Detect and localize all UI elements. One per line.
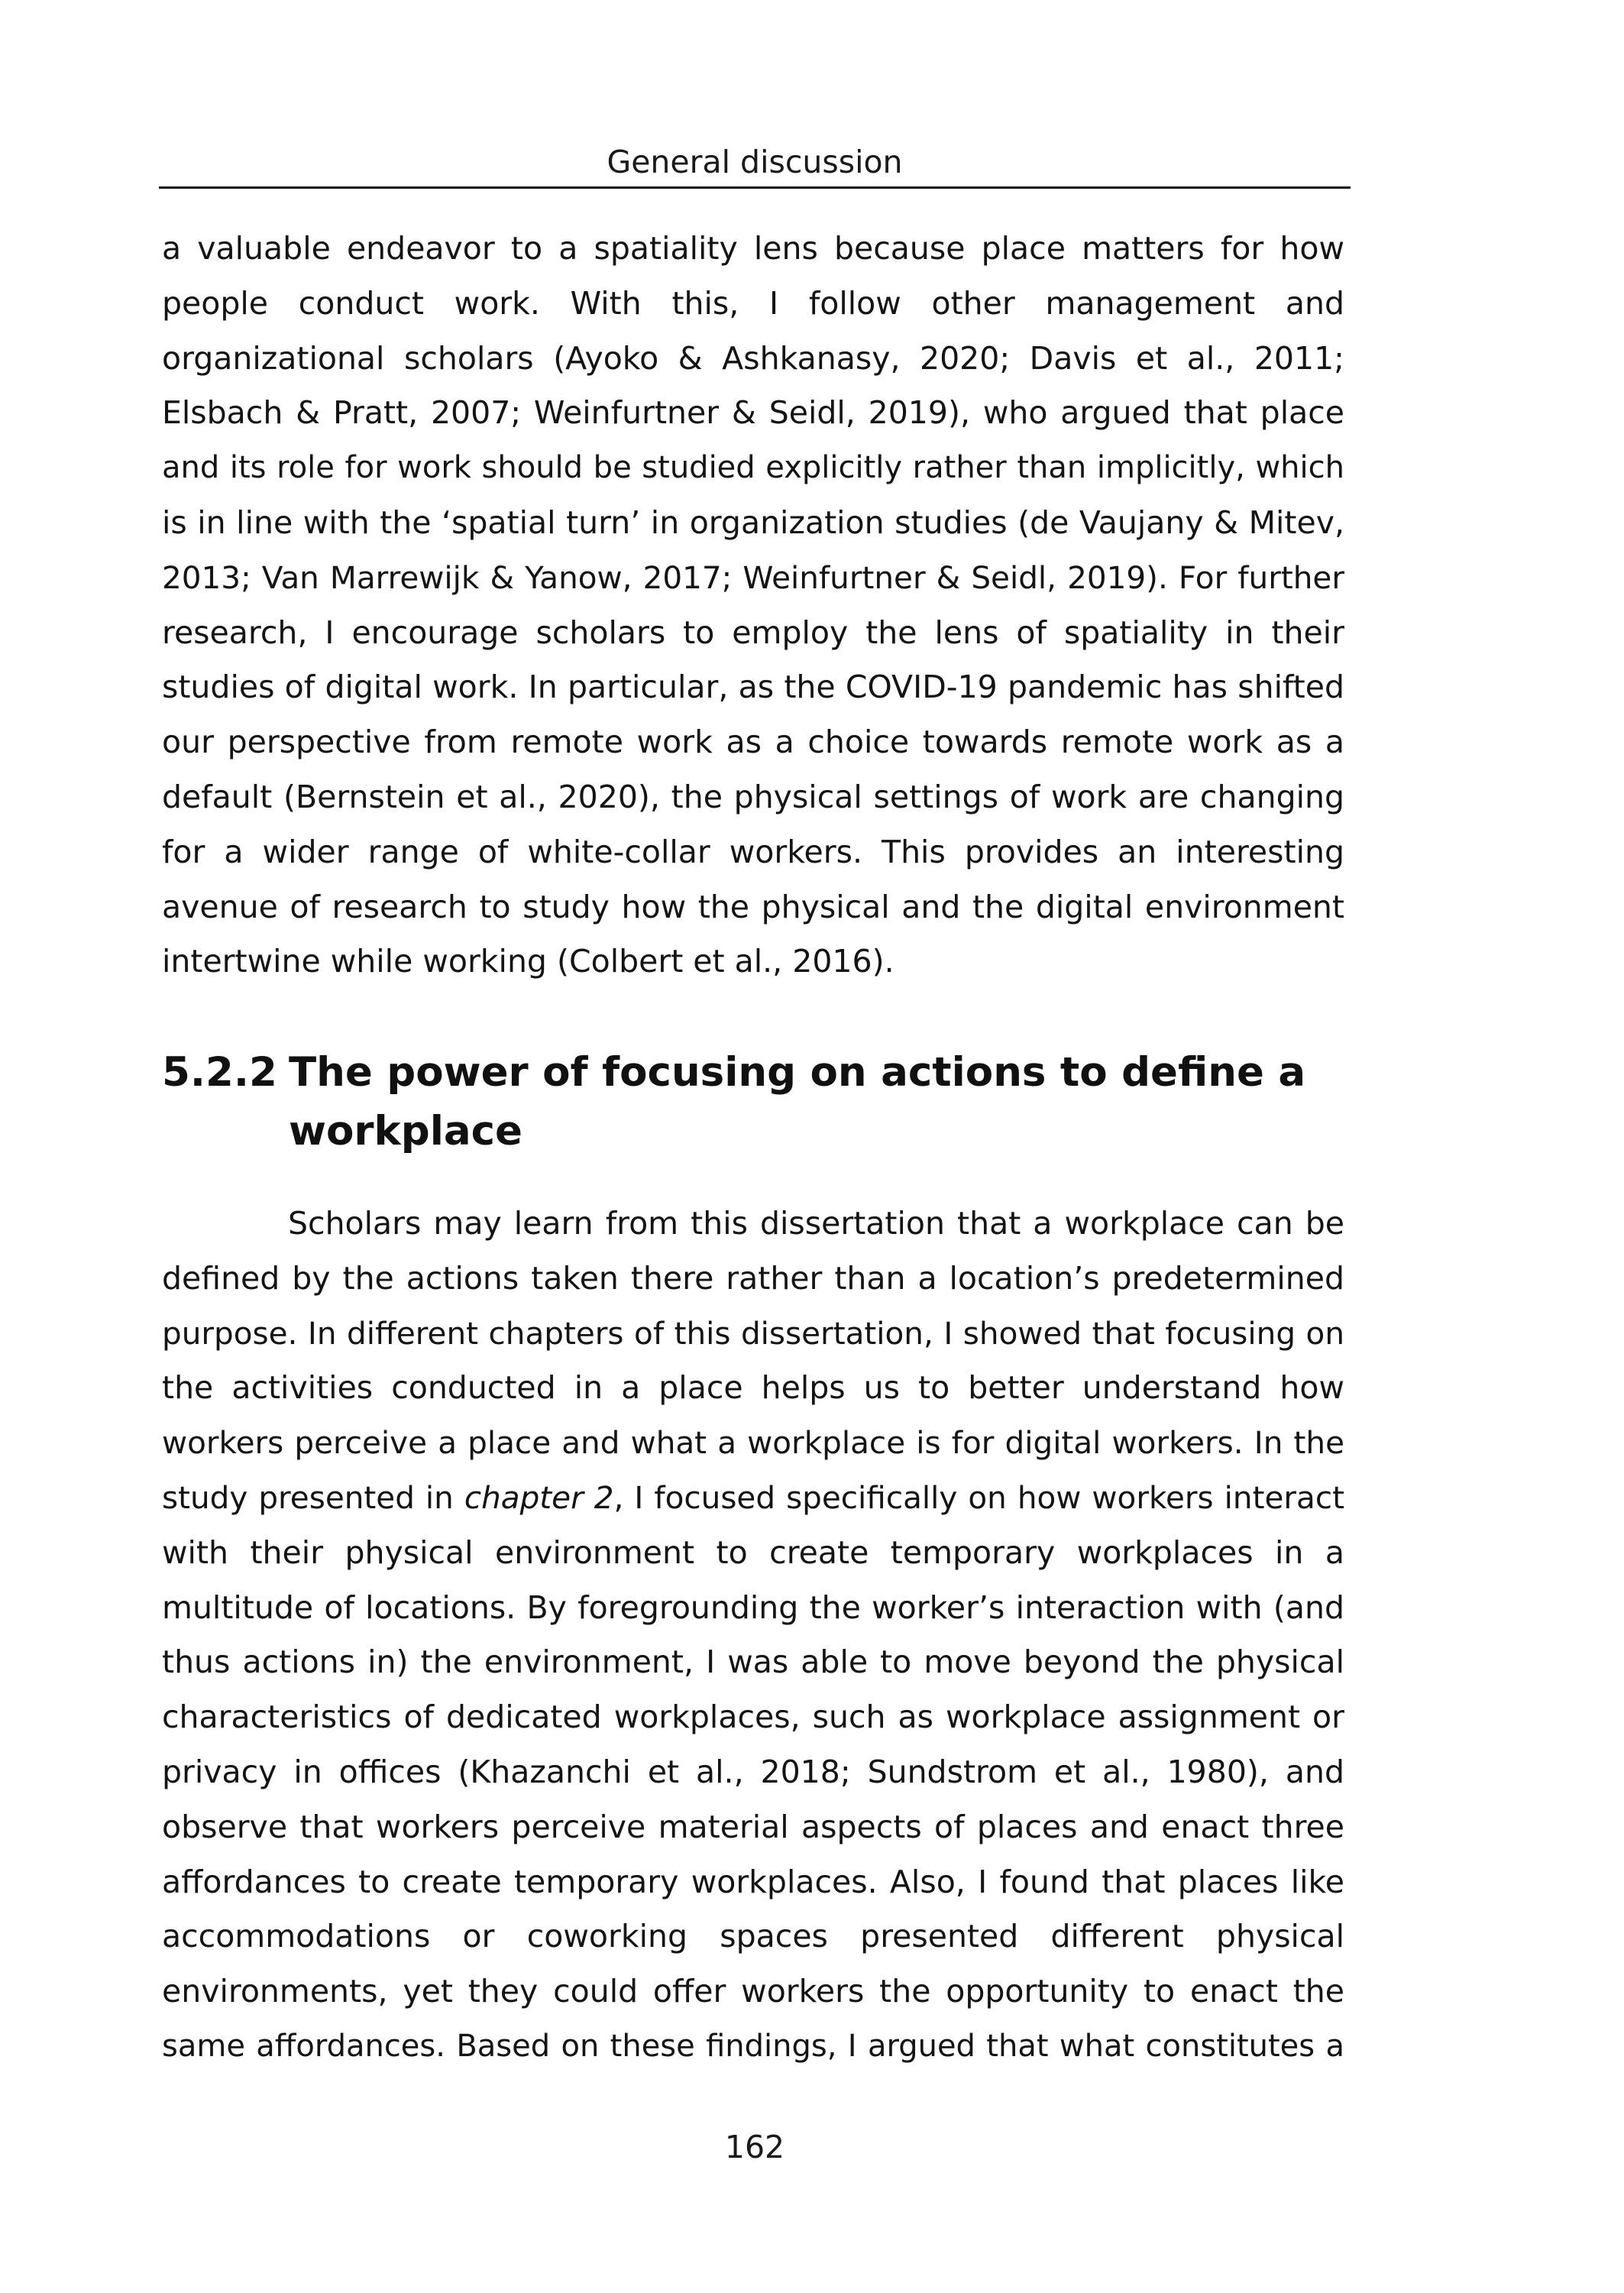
line-6-before: study presented in [162,1478,464,1516]
paragraph-1-line: is in line with the ‘spatial turn’ in organization studies (de Vaujany & Mitev, [162,504,1344,541]
paragraph-1-line: 2013; Van Marrewijk & Yanow, 2017; Weinfurtner & Seidl, 2019). For further [162,559,1344,596]
paragraph-1-line: our perspective from remote work as a choice towards remote work as a [162,724,1344,761]
section-title-line-1: The power of focusing on actions to define a [289,1049,1306,1096]
paragraph-1-line: intertwine while working (Colbert et al., 2016). [162,943,894,980]
paragraph-2-line: privacy in offices (Khazanchi et al., 2018; Sundstrom et al., 1980), and [162,1753,1344,1790]
page-number: 162 [724,2129,785,2165]
paragraph-1-line: a valuable endeavor to a spatiality lens because place matters for how [162,230,1344,267]
paragraph-2-line: workers perceive a place and what a workplace is for digital workers. In the [162,1424,1344,1462]
paragraph-2-line: with their physical environment to create temporary workplaces in a [162,1534,1344,1571]
paragraph-1-line: and its role for work should be studied explicitly rather than implicitly, which [162,450,1344,486]
paragraph-1-line: people conduct work. With this, I follow other management and [162,284,1344,322]
paragraph-1-line: default (Bernstein et al., 2020), the physical settings of work are changing [162,778,1344,815]
header-rule [159,186,1351,189]
paragraph-1 [162,222,1344,989]
paragraph-2-line: affordances to create temporary workplaces. Also, I found that places like [162,1863,1344,1900]
paragraph-2-line: same affordances. Based on these findings, I argued that what constitutes a [162,2028,1344,2064]
paragraph-2-line: characteristics of dedicated workplaces, such as workplace assignment or [162,1699,1344,1736]
paragraph-2-line: observe that workers perceive material aspects of places and enact three [162,1808,1344,1845]
paragraph-1-line: studies of digital work. In particular, as the COVID-19 pandemic has shifted [162,669,1344,706]
paragraph-1-line: for a wider range of white-collar workers. This provides an interesting [162,833,1344,870]
paragraph-2-line: the activities conducted in a place helps us to better understand how [162,1369,1344,1407]
paragraph-1-line: organizational scholars (Ayoko & Ashkanasy, 2020; Davis et al., 2011; [162,339,1344,377]
paragraph-2-line: multitude of locations. By foregrounding the worker’s interaction with (and [162,1589,1344,1626]
chapter-reference: chapter 2 [464,1478,614,1516]
paragraph-1-line: Elsbach & Pratt, 2007; Weinfurtner & Seidl, 2019), who argued that place [162,394,1344,432]
paragraph-2-line: purpose. In different chapters of this dissertation, I showed that focusing on [162,1314,1344,1352]
paragraph-2-line: Scholars may learn from this dissertation that a workplace can be [288,1205,1344,1242]
paragraph-2-line: thus actions in) the environment, I was able to move beyond the physical [162,1644,1344,1681]
section-title-line-2: workplace [289,1108,522,1155]
paragraph-2-line: environments, yet they could offer workers the opportunity to enact the [162,1973,1344,2010]
section-number: 5.2.2 [162,1049,277,1096]
running-header: General discussion [607,144,903,180]
paragraph-1-line: research, I encourage scholars to employ the lens of spatiality in their [162,614,1344,651]
paragraph-2-line: accommodations or coworking spaces presented different physical [162,1918,1344,1955]
paragraph-2 [162,1197,1344,2074]
section-title [289,1043,1343,1161]
line-6-after: , I focused specifically on how workers interact [613,1478,1344,1516]
paragraph-1-line: avenue of research to study how the physical and the digital environment [162,888,1344,925]
paragraph-2-line-with-italic [162,1471,1344,1526]
paragraph-2-line: defined by the actions taken there rather than a location’s predetermined [162,1259,1344,1297]
